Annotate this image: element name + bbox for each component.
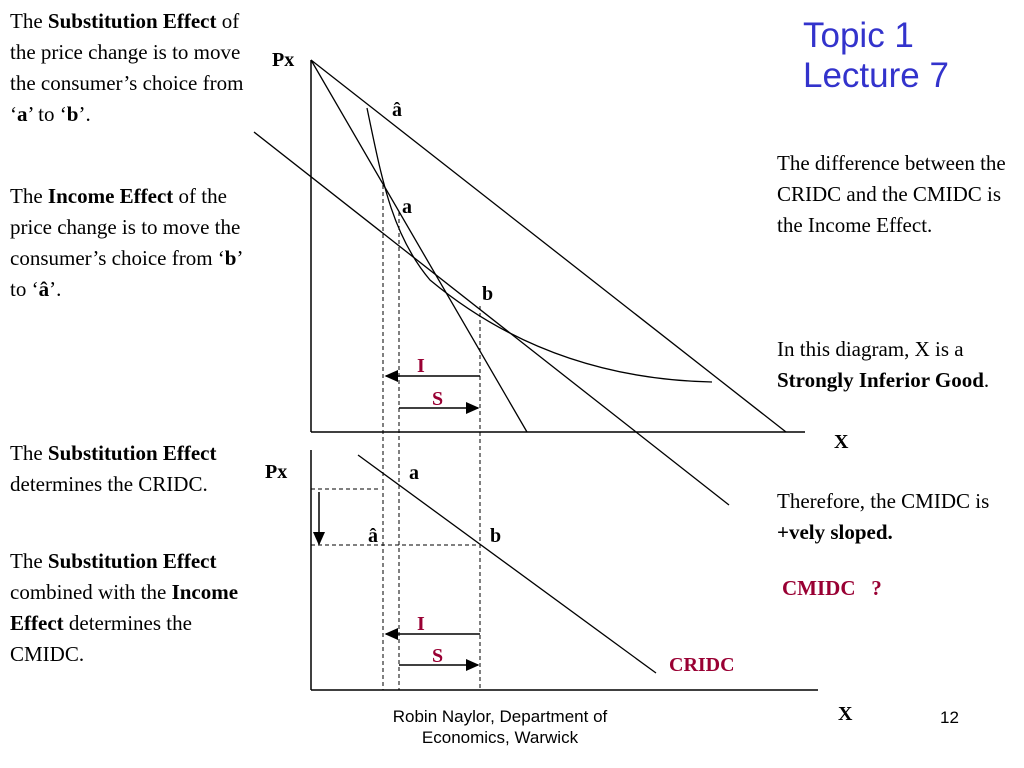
cmidc-slope-paragraph: Therefore, the CMIDC is +vely sloped. (777, 489, 990, 544)
dashed-guides (311, 185, 480, 690)
top-point-b: b (482, 283, 494, 305)
footer-credit-line-1: Robin Naylor, Department of (392, 707, 608, 726)
title-line-2: Lecture 7 (803, 56, 949, 95)
difference-paragraph: The difference between the CRIDC and the CMIDC is the Income Effect. (777, 151, 1006, 237)
top-y-axis-label: Px (272, 49, 295, 71)
bottom-point-a-hat: â (368, 525, 378, 547)
top-point-a: a (402, 196, 412, 218)
top-x-axis-label: X (834, 431, 849, 453)
cridc-paragraph: The Substitution Effect determines the CRIDC. (10, 441, 217, 496)
budget-line-compensated (254, 132, 729, 505)
top-income-arrow-label: I (417, 355, 425, 377)
bottom-y-axis-label: Px (265, 461, 288, 483)
top-point-a-hat: â (392, 99, 402, 121)
bottom-point-a: a (409, 462, 419, 484)
top-substitution-arrow-label: S (432, 388, 444, 410)
bottom-income-arrow-label: I (417, 613, 425, 635)
inferior-good-paragraph: In this diagram, X is a Strongly Inferior Good. (777, 337, 990, 392)
title-line-1: Topic 1 (803, 16, 914, 55)
footer-credit (370, 706, 630, 748)
bottom-point-b: b (490, 525, 502, 547)
bottom-panel (265, 450, 853, 725)
footer-credit-line-2: Economics, Warwick (421, 728, 579, 747)
bottom-substitution-arrow-label: S (432, 645, 444, 667)
cridc-label: CRIDC (669, 654, 735, 676)
bottom-x-axis-label: X (838, 703, 853, 725)
cmidc-paragraph: The Substitution Effect combined with the Income Effect determines the CMIDC. (10, 549, 239, 666)
cmidc-label: CMIDC ? (782, 576, 882, 600)
cridc-curve (358, 455, 656, 673)
page-number: 12 (940, 708, 959, 727)
income-effect-paragraph: The Income Effect of the price change is to move the consumer’s choice from ‘b’ to ‘â’. (10, 184, 242, 301)
substitution-effect-paragraph: The Substitution Effect of the price change is to move the consumer’s choice from ‘a’ to ‘b’. (10, 9, 244, 126)
top-panel (254, 49, 849, 505)
budget-line-original (311, 60, 786, 432)
